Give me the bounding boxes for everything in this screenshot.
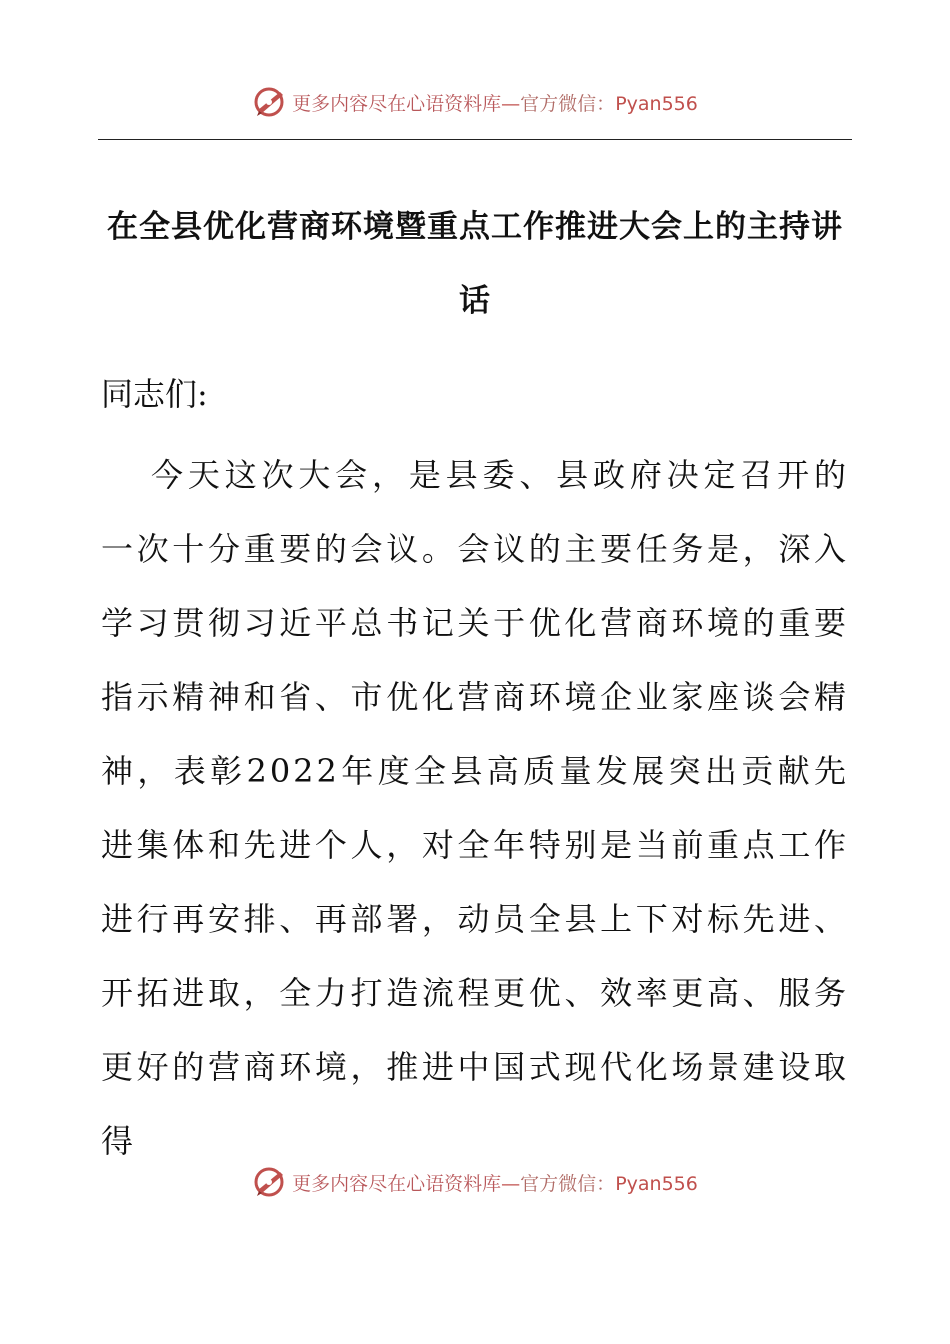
footer-watermark-banner <box>0 1162 950 1202</box>
footer-wechat-id: Pyan556 <box>615 1172 698 1195</box>
footer-wechat-label: 官方微信： <box>520 1172 616 1195</box>
pen-logo-icon <box>252 1164 288 1200</box>
footer-banner-text <box>292 1169 698 1196</box>
pen-logo-icon <box>252 84 288 120</box>
document-title: 在全县优化营商环境暨重点工作推进大会上的主持讲话 <box>107 209 843 319</box>
footer-brand-text: 更多内容尽在心语资料库 <box>292 1172 502 1195</box>
header-brand-text: 更多内容尽在心语资料库 <box>292 92 502 115</box>
header-banner-text <box>292 89 698 116</box>
header-wechat-id: Pyan556 <box>615 92 698 115</box>
body-paragraph: 今天这次大会，是县委、县政府决定召开的一次十分重要的会议。会议的主要任务是，深入学习贯彻习近平总书记关于优化营商环境的重要指示精神和省、市优化营商环境企业家座谈会精神，表彰2022年度全县高质量发展突出贡献先进集体和先进个人，对全年特别是当前重点工作进行再安排、再部署，动员全县上下对标先进、开拓进取，全力打造流程更优、效率更高、服务更好的营商环境，推进中国式现代化场景建设取得 <box>101 456 849 1160</box>
header-divider <box>98 139 852 140</box>
footer-dash: — <box>501 1172 521 1195</box>
header-dash: — <box>501 92 521 115</box>
greeting: 同志们: <box>101 375 208 413</box>
header-watermark-banner <box>0 82 950 122</box>
header-wechat-label: 官方微信： <box>520 92 616 115</box>
